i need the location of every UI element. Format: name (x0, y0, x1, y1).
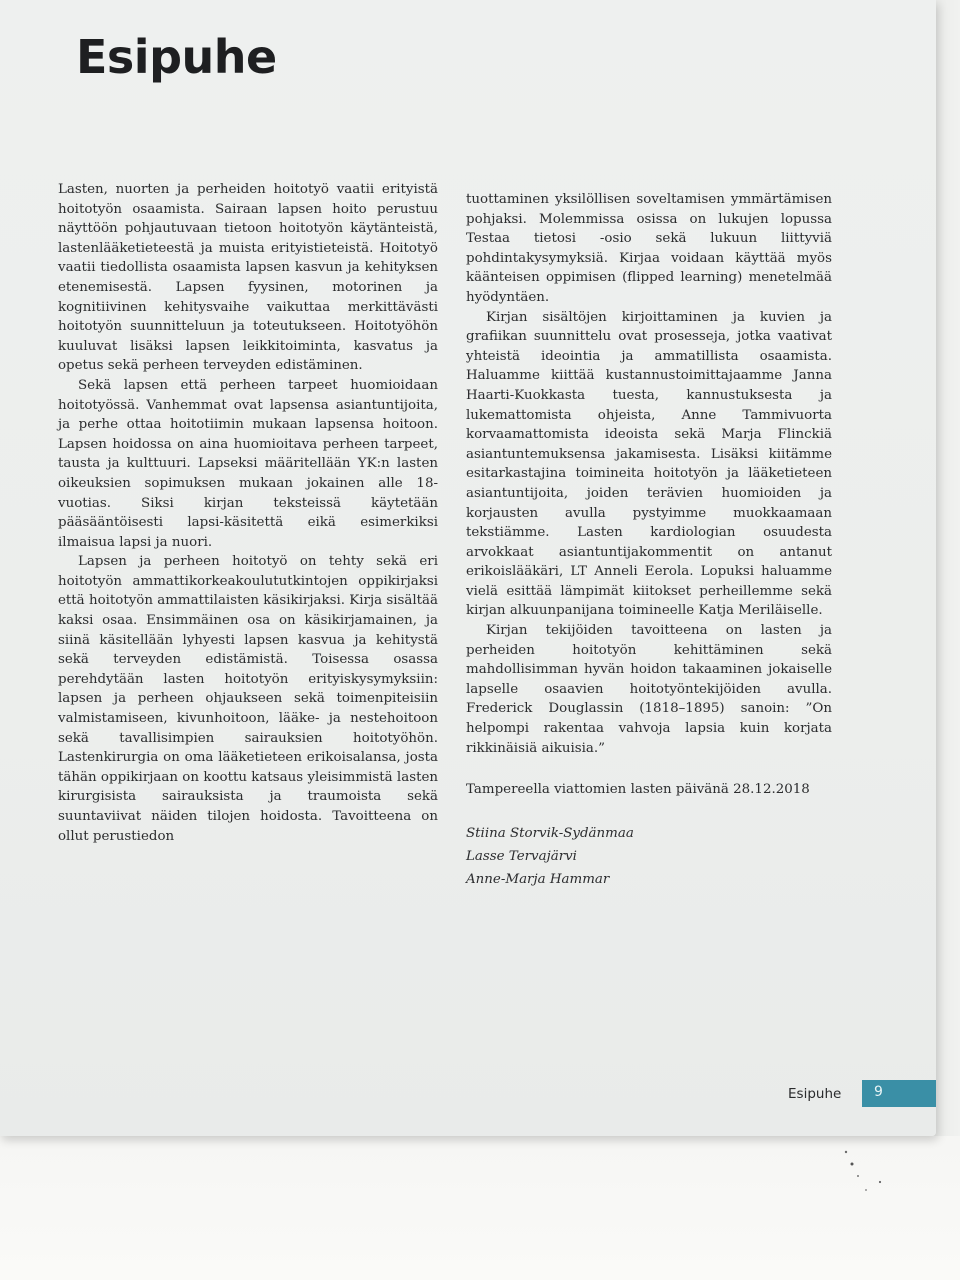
paragraph: Kirjan sisältöjen kirjoittaminen ja kuvien ja grafiikan suunnittelu ovat prosesseja, jotka vaativat yhteistä ideointia ja ammatillista osaamista. Haluamme kiittää kustannustoimittajaamme Janna Haarti-Kuokkasta tuesta, kannustuksesta ja lukemattomista ohjeista, Anne Tammivuorta korvaamattomista ideoista sekä Marja Flinckiä asiantuntemuksensa jakamisesta. Lisäksi kiitämme esitarkastajina toimineita hoitotyön ja lääketieteen asiantuntijoita, joiden terävien huomioiden ja korjausten avulla pystyimme muokkaamaan tekstiämme. Lasten kardiologian osuudesta arvokkaat asiantuntijakommentit on antanut erikoislääkäri, LT Anneli Eerola. Lopuksi haluamme vielä esittää lämpimät kiitokset perheillemme sekä kirjan alkuunpanijana toimineelle Katja Meriläiselle. (466, 309, 832, 619)
page-title: Esipuhe (76, 30, 277, 84)
paragraph: Lasten, nuorten ja perheiden hoitotyö vaatii erityistä hoitotyön osaamista. Sairaan lapsen hoito perustuu näyttöön pohjautuvaan tietoon hoitotyön käytänteistä, lastenlääketieteestä ja muista erityistieteistä. Hoitotyö vaatii tiedollista osaamista lapsen kasvun ja kehityksen etenemisestä. Lapsen fyysinen, motorinen ja kognitiivinen kehitysvaihe vaikuttaa merkittävästi hoitotyön suunnitteluun ja toteutukseen. Hoitotyöhön kuuluvat lisäksi lapsen leikkitoiminta, kasvatus ja opetus sekä perheen terveyden edistäminen. (58, 182, 438, 374)
signature: Stiina Storvik-Sydänmaa (466, 825, 634, 841)
page-number-tab (862, 1080, 936, 1107)
text-column-right (466, 190, 832, 891)
signature: Anne-Marja Hammar (466, 871, 610, 887)
running-footer-section: Esipuhe (788, 1086, 842, 1102)
paper-specks (836, 1146, 896, 1196)
paragraph: Kirjan tekijöiden tavoitteena on lasten ja perheiden hoitotyön kehittäminen sekä mahdollisimman hyvän hoidon takaaminen jokaiselle lapselle osaavien hoitotyöntekijöiden avulla. Frederick Douglassin (1818–1895) sanoin: ”On helpompi rakentaa vahvoja lapsia kuin korjata rikkinäisiä aikuisia.” (466, 623, 832, 756)
page-number: 9 (874, 1084, 883, 1100)
surface-below-page (0, 1136, 960, 1280)
text-column-left (58, 180, 438, 846)
signatures (466, 822, 832, 891)
paragraph: Lapsen ja perheen hoitotyö on tehty sekä eri hoitotyön ammattikorkeakoulututkintojen oppikirjaksi että hoitotyön ammattilaisten käsikirjaksi. Kirja sisältää kaksi osaa. Ensimmäinen osa on käsikirjamainen, ja siinä käsitellään lyhyesti lapsen kasvua ja kehitystä sekä terveyden edistämistä. Toisessa osassa perehdytään lasten hoitotyön erityiskysymyksiin: lapsen ja perheen ohjaukseen sekä toimenpiteisiin valmistamiseen, kivunhoitoon, lääke- ja nestehoitoon sekä tavallisimpien sairauksien hoitotyöhön. Lastenkirurgia on oma lääketieteen erikoisalansa, josta tähän oppikirjaan on koottu katsaus yleisimmistä lasten kirurgisista sairauksista ja traumoista sekä suuntaviivat näiden tilojen hoidosta. Tavoitteena on ollut perustiedon (58, 554, 438, 844)
paragraph: Sekä lapsen että perheen tarpeet huomioidaan hoitotyössä. Vanhemmat ovat lapsensa asiantuntijoita, ja perhe ottaa hoitotiimin mukaan lapsensa hoitoon. Lapsen hoidossa on aina huomioitava perheen tarpeet, tausta ja kulttuuri. Lapseksi määritellään YK:n lasten oikeuksien sopimuksen mukaan jokainen alle 18-vuotias. Siksi kirjan teksteissä käytetään pääsääntöisesti lapsi-käsitettä eikä esimerkiksi ilmaisua lapsi ja nuori. (58, 377, 438, 550)
signature: Lasse Tervajärvi (466, 848, 577, 864)
paragraph: tuottaminen yksilöllisen soveltamisen ymmärtämisen pohjaksi. Molemmissa osissa on lukujen lopussa Testaa tietosi -osio sekä lukuun liittyviä pohdintakysymyksiä. Kirjaa voidaan käyttää myös käänteisen oppimisen (flipped learning) menetelmää hyödyntäen. (466, 192, 832, 305)
date-line: Tampereella viattomien lasten päivänä 28.12.2018 (466, 782, 810, 798)
